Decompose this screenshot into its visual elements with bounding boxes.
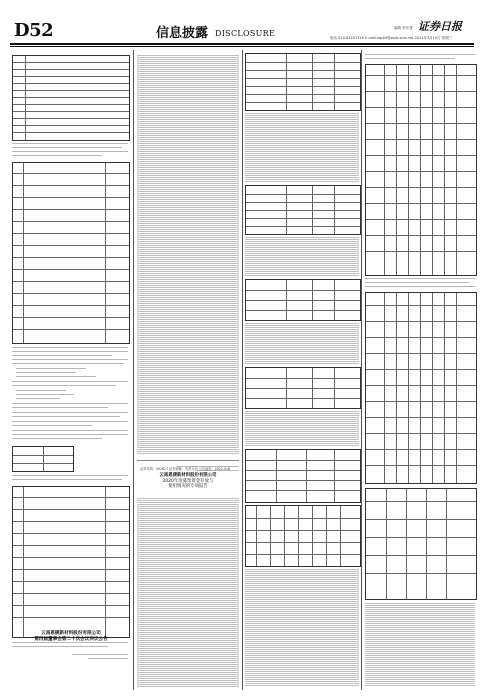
page-header <box>10 18 474 44</box>
text-block <box>245 410 359 446</box>
column-divider <box>242 50 243 690</box>
fund-usage-table-1 <box>245 53 361 111</box>
fund-usage-table-2 <box>245 185 361 235</box>
header-rule <box>10 43 474 45</box>
notice-bottom-left <box>12 631 130 643</box>
text-block <box>137 497 239 687</box>
project-investment-table-1 <box>365 64 477 276</box>
contact-meta-line: 电话 010-83251716 E-mail:zqrb9@zqrb.sina.net 2021年3月10日 星期三 <box>330 36 453 40</box>
notice-company: 云南恩捷新材料股份有限公司 <box>159 473 217 478</box>
text-block <box>365 602 475 686</box>
header-rule-thin <box>10 46 474 47</box>
text-block <box>245 568 359 686</box>
notice-company: 云南恩捷新材料股份有限公司 <box>41 631 101 636</box>
column-divider <box>361 50 362 690</box>
page-number: D52 <box>14 20 54 41</box>
notice-code-line: 证券代码：002627 证券简称：宜昌交运 公告编号：2021-018 <box>140 467 231 471</box>
text-block <box>245 322 359 364</box>
text-block <box>137 54 239 454</box>
proposal-table <box>12 162 130 344</box>
newspaper-logo: 证券日报 <box>418 20 462 33</box>
section-subtitle: DISCLOSURE <box>215 29 276 38</box>
resolution-table-1 <box>12 55 130 141</box>
fund-usage-table-3 <box>245 279 361 321</box>
fund-detail-table <box>245 505 361 567</box>
text-block <box>245 236 359 276</box>
editor-line: 编辑 李东建 <box>394 26 413 30</box>
fund-usage-table-5 <box>245 449 361 503</box>
notice-title-line1: 2020年度募集资金存放与 <box>162 478 214 484</box>
resolution-table-2 <box>12 486 130 638</box>
fund-usage-table-4 <box>245 367 361 409</box>
notice-title-line2: 使用情况的专项报告 <box>168 484 208 490</box>
section-title: 信息披露 <box>156 26 209 41</box>
text-block <box>245 112 359 182</box>
notice-middle <box>137 473 239 490</box>
column-divider <box>133 50 134 690</box>
project-investment-table-2 <box>365 292 477 484</box>
project-change-table <box>365 488 477 600</box>
notice-title: 第四届董事会第二十次会议决议公告 <box>34 637 108 642</box>
vote-table-small <box>12 446 74 472</box>
